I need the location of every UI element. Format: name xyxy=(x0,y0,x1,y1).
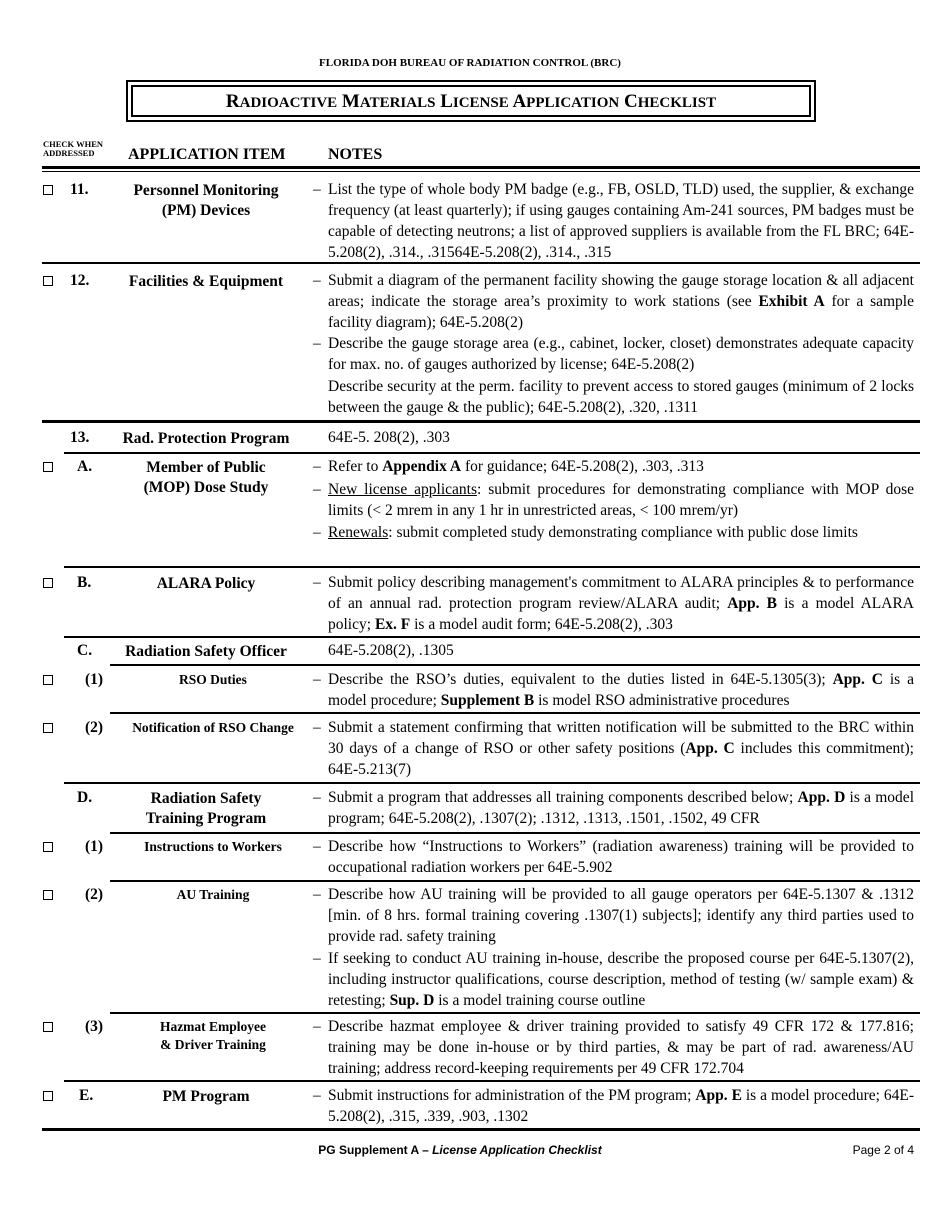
note-reference: Sup. D xyxy=(389,992,435,1009)
note-text xyxy=(328,522,914,543)
page-title xyxy=(131,85,811,117)
title-letter: R xyxy=(225,91,240,112)
note-text: Describe the gauge storage area (e.g., cabinet, locker, closet) demonstrates adequate capacity for max. no. of gauges authorized by license; 64E-5.208(2) xyxy=(328,335,914,373)
row-rule xyxy=(110,832,920,834)
note xyxy=(313,948,914,1011)
checkbox[interactable] xyxy=(43,723,53,733)
checkbox[interactable] xyxy=(43,276,53,286)
note-text-part: : submit completed study demonstrating compliance with public dose limits xyxy=(388,524,858,541)
note-reference: Supplement B xyxy=(440,692,535,709)
note-text: List the type of whole body PM badge (e.g., FB, OSLD, TLD) used, the supplier, & exchange frequency (at least quarterly); if using gauges containing Am-241 sources, PM badges must be capable of detecting neutrons; a list of approved suppliers is available from the FL BRC; 64E-5.208(2), .314., .31564E-5.208(2), .314., .315 xyxy=(328,181,914,261)
note-text: Describe hazmat employee & driver training provided to satisfy 49 CFR 172 & 177.816; training may be done in-house or by third parties, & may be part of rad. awareness/AU training; address record-keeping requirements per 49 CFR 172.704 xyxy=(328,1018,914,1077)
item-number: B. xyxy=(77,574,92,591)
note xyxy=(313,669,914,711)
item-number: A. xyxy=(77,458,93,475)
item-column-header: APPLICATION ITEM xyxy=(128,146,286,163)
note-text xyxy=(328,270,914,333)
note-text-part: for a sample facility diagram); 64E-5.208(2) xyxy=(328,293,914,331)
item-label: Notification of RSO Change xyxy=(132,720,294,735)
row-rule xyxy=(64,782,920,784)
item-label: RSO Duties xyxy=(179,672,247,687)
note-reference: App. B xyxy=(727,595,777,612)
item-label-line: Member of Public xyxy=(146,459,266,476)
row-rule xyxy=(64,452,920,454)
item-number: (1) xyxy=(85,838,104,855)
title-letter: M xyxy=(341,91,360,112)
row-rule xyxy=(64,636,920,638)
note-text-part: : submit procedures for demonstrating compliance with MOP dose limits (< 2 mrem in any 1 hr in unrestricted areas, < 100 mrem/yr) xyxy=(328,481,915,519)
note-text-part: is a model procedure; xyxy=(328,671,914,709)
item-number: D. xyxy=(77,789,93,806)
note xyxy=(313,787,914,829)
title-word: PPLICATION xyxy=(526,95,620,111)
item-number: (2) xyxy=(85,886,104,903)
note-text: Describe how AU training will be provided to all gauge operators per 64E-5.1307 & .1312 [min. of 8 hrs. formal training covering .1307(1) subjects]; identify any third parties used to provide rad. safety training xyxy=(328,886,914,945)
note xyxy=(313,522,914,543)
note-text-part: If seeking to conduct AU training in-house, describe the proposed course per 64E-5.1307(2), including instructor qualifications, course description, method of testing (w/ sample exam) & retesting; xyxy=(328,950,914,1009)
checkbox[interactable] xyxy=(43,1022,53,1032)
note-reference: Appendix A xyxy=(382,458,462,475)
note-text-part: is a model ALARA policy; xyxy=(328,595,914,633)
item-label: AU Training xyxy=(176,887,250,902)
item-label xyxy=(110,1018,316,1054)
note xyxy=(313,717,914,780)
note-text-part: Submit a statement confirming that written notification will be submitted to the BRC within 30 days of a change of RSO or other safety positions ( xyxy=(328,719,914,757)
note xyxy=(313,1016,914,1079)
item-number: (3) xyxy=(85,1018,104,1035)
dash: – xyxy=(313,1018,321,1035)
note-text xyxy=(328,479,914,521)
note-reference: App. C xyxy=(832,671,883,688)
note-text xyxy=(328,669,914,711)
item-number: (1) xyxy=(85,671,104,688)
dash: – xyxy=(313,335,321,352)
note-text: 64E-5.208(2), .1305 xyxy=(328,642,454,659)
row-rule xyxy=(110,664,920,666)
note-text-part: is a model audit form; 64E-5.208(2), .303 xyxy=(410,616,673,633)
note xyxy=(313,1085,914,1127)
note-reference: App. D xyxy=(797,789,846,806)
note-text xyxy=(328,456,914,477)
dash: – xyxy=(313,458,321,475)
note-text-part: New license applicants xyxy=(328,481,477,498)
item-label: ALARA Policy xyxy=(156,575,256,592)
note-text: Describe security at the perm. facility to prevent access to stored gauges (minimum of 2 locks between the gauge & the public); 64E-5.208(2), .320, .1311 xyxy=(328,378,914,416)
note-text-part: Submit a diagram of the permanent facility showing the gauge storage location & all adjacent areas; indicate the storage area’s proximity to work stations (see xyxy=(328,272,914,310)
item-label: Facilities & Equipment xyxy=(128,273,284,290)
note-text-part: Submit instructions for administration of the PM program; xyxy=(328,1087,696,1104)
item-label: Instructions to Workers xyxy=(144,839,282,854)
dash: – xyxy=(313,719,321,736)
dash: – xyxy=(313,181,321,198)
note-text-part: for guidance; 64E-5.208(2), .303, .313 xyxy=(461,458,704,475)
title-box xyxy=(126,80,816,122)
note-text-part: includes this commitment); 64E-5.213(7) xyxy=(328,740,914,778)
note xyxy=(313,456,914,477)
note-text xyxy=(328,572,914,635)
item-number: 13. xyxy=(70,429,90,446)
note-text xyxy=(328,1085,914,1127)
note xyxy=(313,179,914,263)
checkbox[interactable] xyxy=(43,578,53,588)
note-text-part: Renewals xyxy=(328,524,389,541)
note-text: 64E-5. 208(2), .303 xyxy=(328,429,450,446)
dash: – xyxy=(313,886,321,903)
item-label xyxy=(110,789,302,829)
item-label xyxy=(110,181,302,221)
item-number: C. xyxy=(77,642,93,659)
note-text-part: Submit a program that addresses all training components described below; xyxy=(328,789,798,806)
note-text-part: is a model program; 64E-5.208(2), .1307(2); .1312, .1313, .1501, .1502, 49 CFR xyxy=(328,789,914,827)
check-header-line: ADDRESSED xyxy=(43,148,95,158)
note-text xyxy=(328,948,914,1011)
dash: – xyxy=(313,524,321,541)
note-text xyxy=(328,717,914,780)
title-word: ADIOACTIVE xyxy=(239,95,338,111)
note-reference: App. E xyxy=(695,1087,742,1104)
title-word: HECKLIST xyxy=(637,95,717,111)
note-text-part: Refer to xyxy=(328,458,383,475)
footer-document xyxy=(0,1143,920,1157)
item-label-line: (MOP) Dose Study xyxy=(143,479,269,496)
title-word: ATERIALS xyxy=(359,95,436,111)
item-label-line: (PM) Devices xyxy=(161,202,251,219)
item-number: 11. xyxy=(70,181,89,198)
check-header-line: CHECK WHEN xyxy=(43,139,104,149)
footer-doc-title: License Application Checklist xyxy=(432,1143,602,1157)
dash: – xyxy=(313,671,321,688)
title-word: ICENSE xyxy=(452,95,509,111)
note-text-part: Describe the RSO’s duties, equivalent to the duties listed in 64E-5.1305(3); xyxy=(328,671,833,688)
item-number: (2) xyxy=(85,719,104,736)
note xyxy=(313,376,914,418)
row-rule xyxy=(110,1012,920,1014)
item-label-line: Personnel Monitoring xyxy=(133,182,279,199)
agency-name: FLORIDA DOH BUREAU OF RADIATION CONTROL (BRC) xyxy=(319,57,621,69)
checkbox[interactable] xyxy=(43,675,53,685)
dash: – xyxy=(313,950,321,967)
item-label xyxy=(110,458,302,498)
row-rule xyxy=(64,1080,920,1082)
note-text-part: is a model training course outline xyxy=(434,992,646,1009)
note-text xyxy=(328,787,914,829)
item-label-line: Hazmat Employee xyxy=(159,1019,267,1034)
dash: – xyxy=(313,574,321,591)
item-label-line: & Driver Training xyxy=(160,1037,266,1052)
note xyxy=(313,884,914,947)
row-rule xyxy=(110,880,920,882)
note-text-part: is a model procedure; 64E-5.208(2), .315, .339, .903, .1302 xyxy=(328,1087,914,1125)
dash: – xyxy=(313,272,321,289)
dash: – xyxy=(313,789,321,806)
note-reference: Exhibit A xyxy=(758,293,825,310)
item-number: 12. xyxy=(70,272,90,289)
item-label: Rad. Protection Program xyxy=(122,430,290,447)
page-number: Page 2 of 4 xyxy=(852,1143,914,1157)
checkbox[interactable] xyxy=(43,1091,53,1101)
note-text-part: is model RSO administrative procedures xyxy=(534,692,790,709)
note xyxy=(313,333,914,375)
note xyxy=(313,270,914,333)
title-letter: A xyxy=(512,91,527,112)
item-label: PM Program xyxy=(162,1088,250,1105)
note xyxy=(313,479,914,521)
header-rule xyxy=(42,171,920,172)
notes-column-header: NOTES xyxy=(328,146,383,163)
note-reference: App. C xyxy=(685,740,735,757)
row-rule xyxy=(64,566,920,568)
note xyxy=(313,572,914,635)
checkbox[interactable] xyxy=(43,462,53,472)
checkbox[interactable] xyxy=(43,890,53,900)
item-label-line: Radiation Safety xyxy=(150,790,262,807)
header-rule xyxy=(42,166,920,169)
footer-doc-label: PG Supplement A – xyxy=(318,1143,433,1157)
note-text: Describe how “Instructions to Workers” (radiation awareness) training will be provided to occupational radiation workers per 64E-5.902 xyxy=(328,838,914,876)
check-column-header xyxy=(43,140,103,158)
checkbox[interactable] xyxy=(43,842,53,852)
dash: – xyxy=(313,1087,321,1104)
row-rule xyxy=(110,712,920,714)
dash: – xyxy=(313,838,321,855)
item-label-line: Training Program xyxy=(145,810,267,827)
row-rule xyxy=(42,420,920,423)
note xyxy=(313,836,914,878)
bottom-rule xyxy=(42,1128,920,1131)
item-label: Radiation Safety Officer xyxy=(125,643,287,660)
checkbox[interactable] xyxy=(43,185,53,195)
title-letter: C xyxy=(623,91,638,112)
title-letter: L xyxy=(440,91,453,112)
note-text-part: Submit policy describing management's commitment to ALARA principles & to performance of an annual rad. protection program review/ALARA audit; xyxy=(328,574,914,612)
dash: – xyxy=(313,481,321,498)
note-reference: Ex. F xyxy=(374,616,411,633)
item-number: E. xyxy=(79,1087,94,1104)
